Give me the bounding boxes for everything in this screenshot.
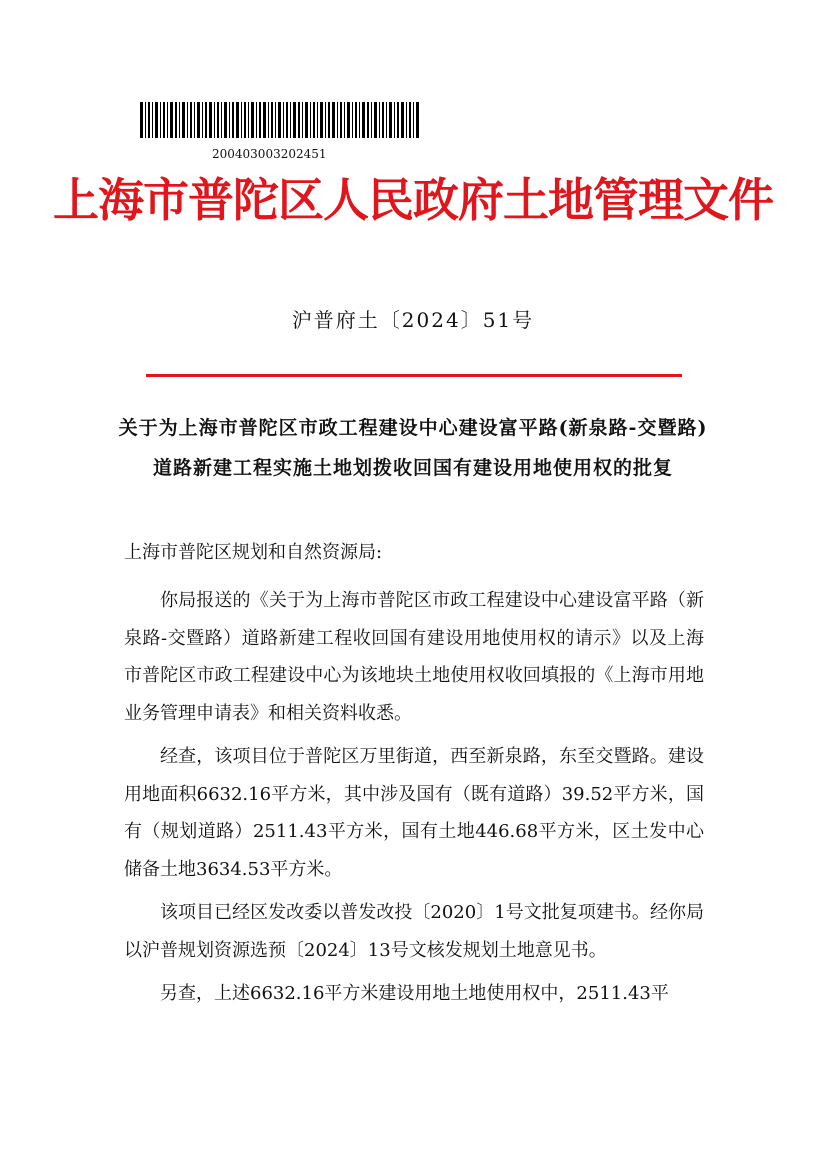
subject-line-2: 道路新建工程实施土地划拨收回国有建设用地使用权的批复 <box>152 457 673 479</box>
document-subject <box>110 408 716 488</box>
subject-line-1: 关于为上海市普陀区市政工程建设中心建设富平路(新泉路-交暨路) <box>118 417 708 439</box>
body-paragraph: 你局报送的《关于为上海市普陀区市政工程建设中心建设富平路（新泉路-交暨路）道路新建工程收回国有建设用地使用权的请示》以及上海市普陀区市政工程建设中心为该地块土地使用权收回填报的《上海市用地业务管理申请表》和相关资料收悉。 <box>124 590 704 724</box>
document-header-title: 上海市普陀区人民政府土地管理文件 <box>53 173 773 227</box>
body-paragraph: 经查，该项目位于普陀区万里街道，西至新泉路，东至交暨路。建设用地面积6632.16平方米，其中涉及国有（既有道路）39.52平方米，国有（规划道路）2511.43平方米，国有土地446.68平方米，区土发中心储备土地3634.53平方米。 <box>124 746 704 880</box>
body-paragraph: 另查，上述6632.16平方米建设用地土地使用权中，2511.43平 <box>160 983 669 1004</box>
document-number: 沪普府土〔2024〕51号 <box>291 308 535 332</box>
barcode <box>140 102 420 138</box>
salutation: 上海市普陀区规划和自然资源局: <box>124 542 383 563</box>
document-body <box>124 582 704 1019</box>
body-paragraph: 该项目已经区发改委以普发改投〔2020〕1号文批复项建书。经你局以沪普规划资源选预〔2024〕13号文核发规划土地意见书。 <box>124 902 704 961</box>
barcode-number: 200403003202451 <box>212 147 327 161</box>
red-divider <box>146 374 682 377</box>
